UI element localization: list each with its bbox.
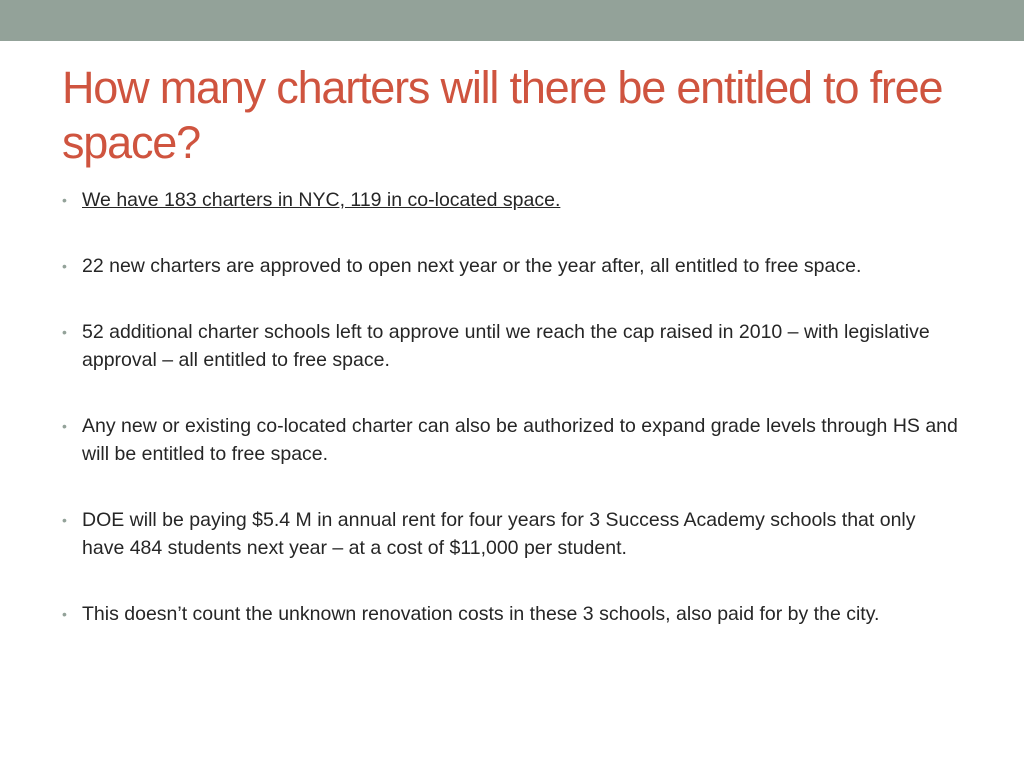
bullet-dot-icon: • <box>62 606 67 622</box>
bullet-item <box>62 412 962 468</box>
bullet-item <box>62 318 962 374</box>
bullet-text: DOE will be paying $5.4 M in annual rent for four years for 3 Success Academy schools that only have 484 students next year – at a cost of $11,000 per student. <box>82 509 916 559</box>
top-accent-bar <box>0 0 1024 41</box>
bullet-dot-icon: • <box>62 258 67 274</box>
bullet-item <box>62 186 962 214</box>
bullet-dot-icon: • <box>62 418 67 434</box>
bullet-text: 52 additional charter schools left to approve until we reach the cap raised in 2010 – with legislative approval – all entitled to free space. <box>82 321 930 371</box>
bullet-item <box>62 600 962 628</box>
bullet-link-text[interactable]: We have 183 charters in NYC, 119 in co-located space. <box>82 189 561 211</box>
bullet-text: Any new or existing co-located charter can also be authorized to expand grade levels through HS and will be entitled to free space. <box>82 415 958 465</box>
bullet-item <box>62 506 962 562</box>
slide-title: How many charters will there be entitled to free space? <box>62 62 943 168</box>
bullet-text: This doesn’t count the unknown renovation costs in these 3 schools, also paid for by the city. <box>82 603 880 625</box>
bullet-dot-icon: • <box>62 324 67 340</box>
bullet-list <box>62 186 962 666</box>
bullet-text: 22 new charters are approved to open next year or the year after, all entitled to free space. <box>82 255 862 277</box>
bullet-dot-icon: • <box>62 512 67 528</box>
bullet-item <box>62 252 962 280</box>
bullet-dot-icon: • <box>62 192 67 208</box>
